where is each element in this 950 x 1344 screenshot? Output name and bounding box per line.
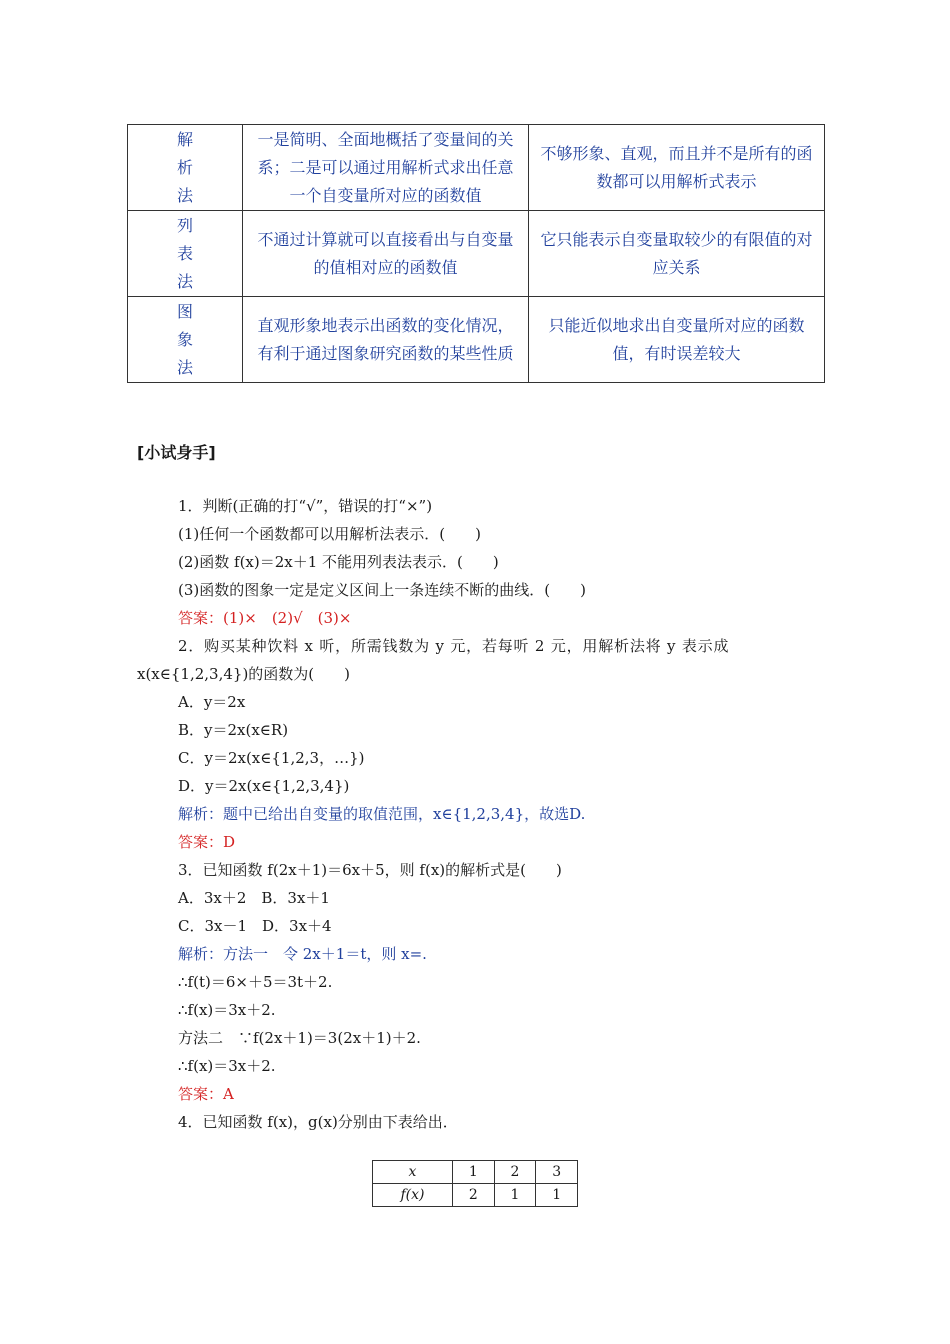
q2-option-a: A．y＝2x <box>178 693 246 711</box>
method-row <box>128 125 825 211</box>
method-name-char: 象 <box>176 329 193 349</box>
q1-item-3: (3)函数的图象一定是定义区间上一条连续不断的曲线．( ) <box>178 581 586 599</box>
q1-item-2: (2)函数 f(x)＝2x＋1 不能用列表法表示．( ) <box>178 553 499 571</box>
q1-item-1: (1)任何一个函数都可以用解析法表示．( ) <box>178 525 481 543</box>
methods-table <box>127 124 825 383</box>
fx-table-header-row <box>373 1161 578 1184</box>
method-name-char: 法 <box>176 357 193 377</box>
method-name-char: 图 <box>176 301 193 321</box>
q3-options-ab: A．3x＋2 B．3x＋1 <box>178 889 330 907</box>
q3-answer: 答案：A <box>178 1085 234 1103</box>
method-name-char: 解 <box>176 129 193 149</box>
q3-analysis-5: ∴f(x)＝3x＋2. <box>178 1057 276 1075</box>
method-name <box>128 125 243 211</box>
q3-analysis-3: ∴f(x)＝3x＋2. <box>178 1001 276 1019</box>
fx-table <box>372 1160 578 1207</box>
method-name-char: 法 <box>176 185 193 205</box>
fx-table-cell: 2 <box>453 1184 495 1207</box>
section-title: [小试身手] <box>137 443 216 462</box>
q2-stem-line2: x(x∈{1,2,3,4})的函数为( ) <box>137 665 350 683</box>
method-cons: 它只能表示自变量取较少的有限值的对应关系 <box>529 211 825 297</box>
q3-options-cd: C．3x－1 D．3x＋4 <box>178 917 332 935</box>
q1-stem: 1．判断(正确的打“√”，错误的打“×”) <box>178 497 433 515</box>
q2-option-d: D．y＝2x(x∈{1,2,3,4}) <box>178 777 350 795</box>
fx-table-cell: 2 <box>494 1161 536 1184</box>
q4-stem: 4．已知函数 f(x)，g(x)分别由下表给出． <box>178 1113 458 1131</box>
q2-answer: 答案：D <box>178 833 236 851</box>
method-name-char: 析 <box>176 157 193 177</box>
q2-option-c: C．y＝2x(x∈{1,2,3，…}) <box>178 749 365 767</box>
method-pros: 直观形象地表示出函数的变化情况，有利于通过图象研究函数的某些性质 <box>243 297 529 383</box>
q3-analysis-1: 解析：方法一 令 2x＋1＝t，则 x=. <box>178 945 427 963</box>
fx-table-cell: x <box>373 1161 453 1184</box>
q2-analysis: 解析：题中已给出自变量的取值范围，x∈{1,2,3,4}，故选D. <box>178 805 586 823</box>
fx-table-cell: 1 <box>494 1184 536 1207</box>
method-name-char: 表 <box>176 243 193 263</box>
method-cons: 不够形象、直观，而且并不是所有的函数都可以用解析式表示 <box>529 125 825 211</box>
method-row <box>128 297 825 383</box>
fx-table-cell: 1 <box>453 1161 495 1184</box>
method-row <box>128 211 825 297</box>
q3-analysis-4: 方法二 ∵f(2x＋1)＝3(2x＋1)＋2. <box>178 1029 421 1047</box>
fx-table-cell: f(x) <box>373 1184 453 1207</box>
method-pros: 一是简明、全面地概括了变量间的关系；二是可以通过用解析式求出任意一个自变量所对应的函数值 <box>243 125 529 211</box>
fx-table-cell: 3 <box>536 1161 578 1184</box>
q2-option-b: B．y＝2x(x∈R) <box>178 721 289 739</box>
method-name-char: 列 <box>176 215 193 235</box>
method-name-char: 法 <box>176 271 193 291</box>
method-name <box>128 211 243 297</box>
method-name <box>128 297 243 383</box>
method-cons: 只能近似地求出自变量所对应的函数值，有时误差较大 <box>529 297 825 383</box>
q3-stem: 3．已知函数 f(2x＋1)＝6x＋5，则 f(x)的解析式是( ) <box>178 861 562 879</box>
method-pros: 不通过计算就可以直接看出与自变量的值相对应的函数值 <box>243 211 529 297</box>
q1-answer: 答案：(1)× (2)√ (3)× <box>178 609 352 627</box>
q3-analysis-2: ∴f(t)＝6×＋5＝3t＋2. <box>178 973 333 991</box>
q2-stem-line1: 2．购买某种饮料 x 听，所需钱数为 y 元，若每听 2 元，用解析法将 y 表示成 <box>178 637 730 655</box>
fx-table-row <box>373 1184 578 1207</box>
fx-table-cell: 1 <box>536 1184 578 1207</box>
